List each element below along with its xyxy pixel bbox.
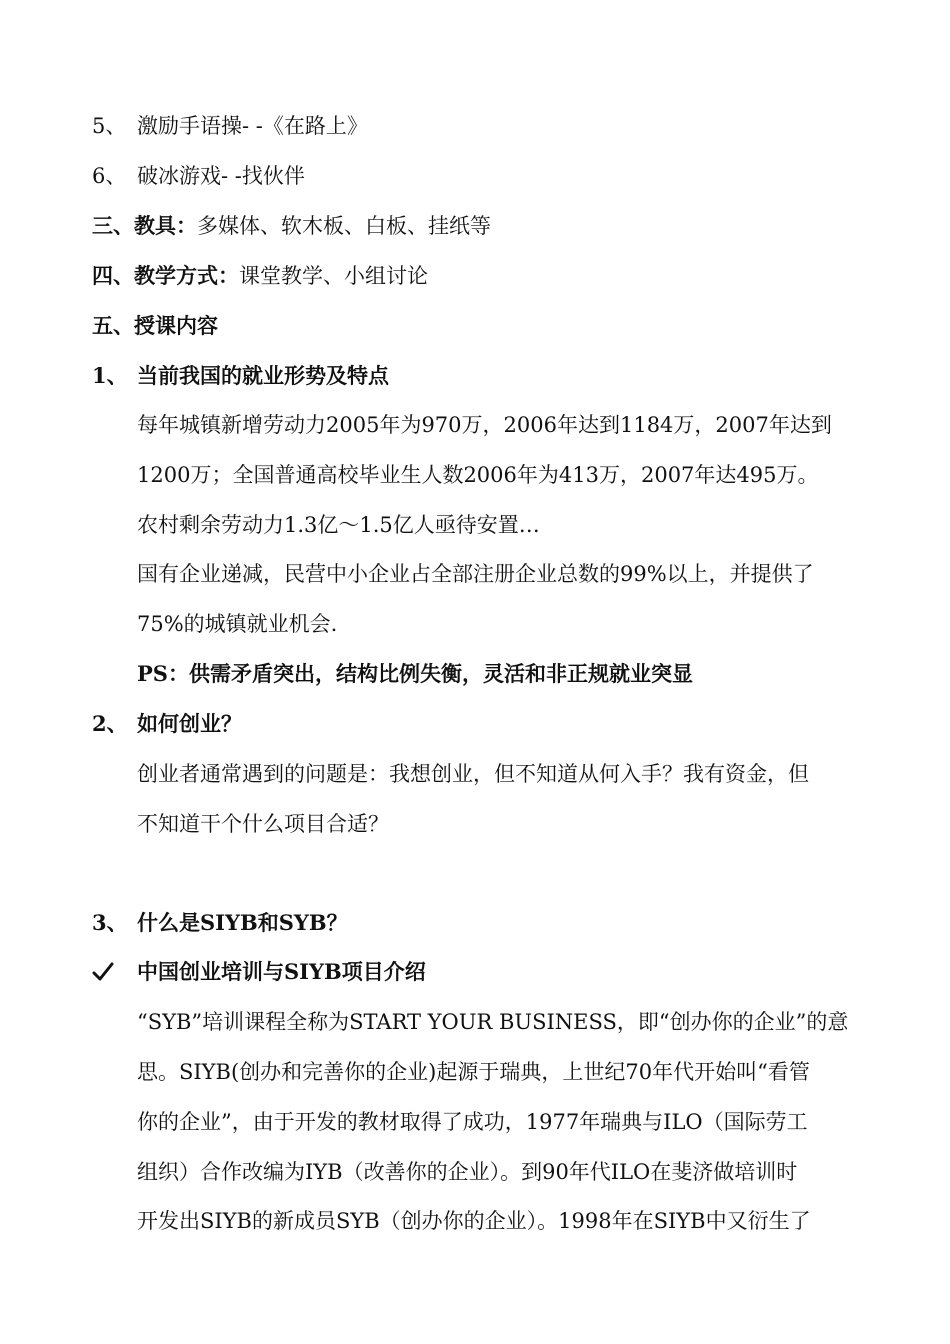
teaching-tools-heading: 三、教具： xyxy=(92,213,197,238)
section-title: 什么是SIYB和SYB？ xyxy=(137,910,348,935)
teaching-tools-line xyxy=(92,212,491,240)
paragraph-line: 开发出SIYB的新成员SYB（创办你的企业）。1998年在SIYB中又衍生了 xyxy=(137,1209,811,1233)
list-text: 破冰游戏- -找伙伴 xyxy=(137,164,305,188)
paragraph-line: 国有企业递减，民营中小企业占全部注册企业总数的99%以上，并提供了 xyxy=(137,562,814,586)
teaching-method-line xyxy=(92,262,428,290)
paragraph-line: 75%的城镇就业机会. xyxy=(137,612,338,636)
paragraph-line: “SYB”培训课程全称为START YOUR BUSINESS，即“创办你的企业”的意 xyxy=(137,1010,849,1034)
section-number: 2、 xyxy=(92,711,128,736)
list-number: 5、 xyxy=(92,114,127,138)
paragraph-line: 不知道干个什么项目合适？ xyxy=(137,812,389,836)
ps-note: PS：供需矛盾突出，结构比例失衡，灵活和非正规就业突显 xyxy=(137,661,693,686)
list-number: 6、 xyxy=(92,164,127,188)
section-title: 当前我国的就业形势及特点 xyxy=(137,363,389,388)
section-number: 1、 xyxy=(92,363,128,388)
paragraph-line: 组织）合作改编为IYB（改善你的企业）。到90年代ILO在斐济做培训时 xyxy=(137,1160,798,1184)
paragraph-line: 农村剩余劳动力1.3亿～1.5亿人亟待安置… xyxy=(137,513,540,537)
paragraph-line: 1200万；全国普通高校毕业生人数2006年为413万，2007年达495万。 xyxy=(137,463,819,487)
section-number: 3、 xyxy=(92,910,128,935)
teaching-method-text: 课堂教学、小组讨论 xyxy=(239,264,428,288)
paragraph-line: 你的企业”，由于开发的教材取得了成功，1977年瑞典与ILO（国际劳工 xyxy=(137,1110,808,1134)
list-text: 激励手语操- -《在路上》 xyxy=(137,114,368,138)
section-title: 如何创业？ xyxy=(137,711,242,736)
course-content-heading: 五、授课内容 xyxy=(92,313,218,338)
teaching-method-heading: 四、教学方式： xyxy=(92,263,239,288)
paragraph-line: 创业者通常遇到的问题是：我想创业，但不知道从何入手？我有资金，但 xyxy=(137,762,809,786)
check-item-title: 中国创业培训与SIYB项目介绍 xyxy=(137,959,426,984)
paragraph-line: 每年城镇新增劳动力2005年为970万，2006年达到1184万，2007年达到 xyxy=(137,413,832,437)
check-icon xyxy=(92,958,114,986)
teaching-tools-text: 多媒体、软木板、白板、挂纸等 xyxy=(197,214,491,238)
paragraph-line: 思。SIYB(创办和完善你的企业)起源于瑞典，上世纪70年代开始叫“看管 xyxy=(137,1060,810,1084)
